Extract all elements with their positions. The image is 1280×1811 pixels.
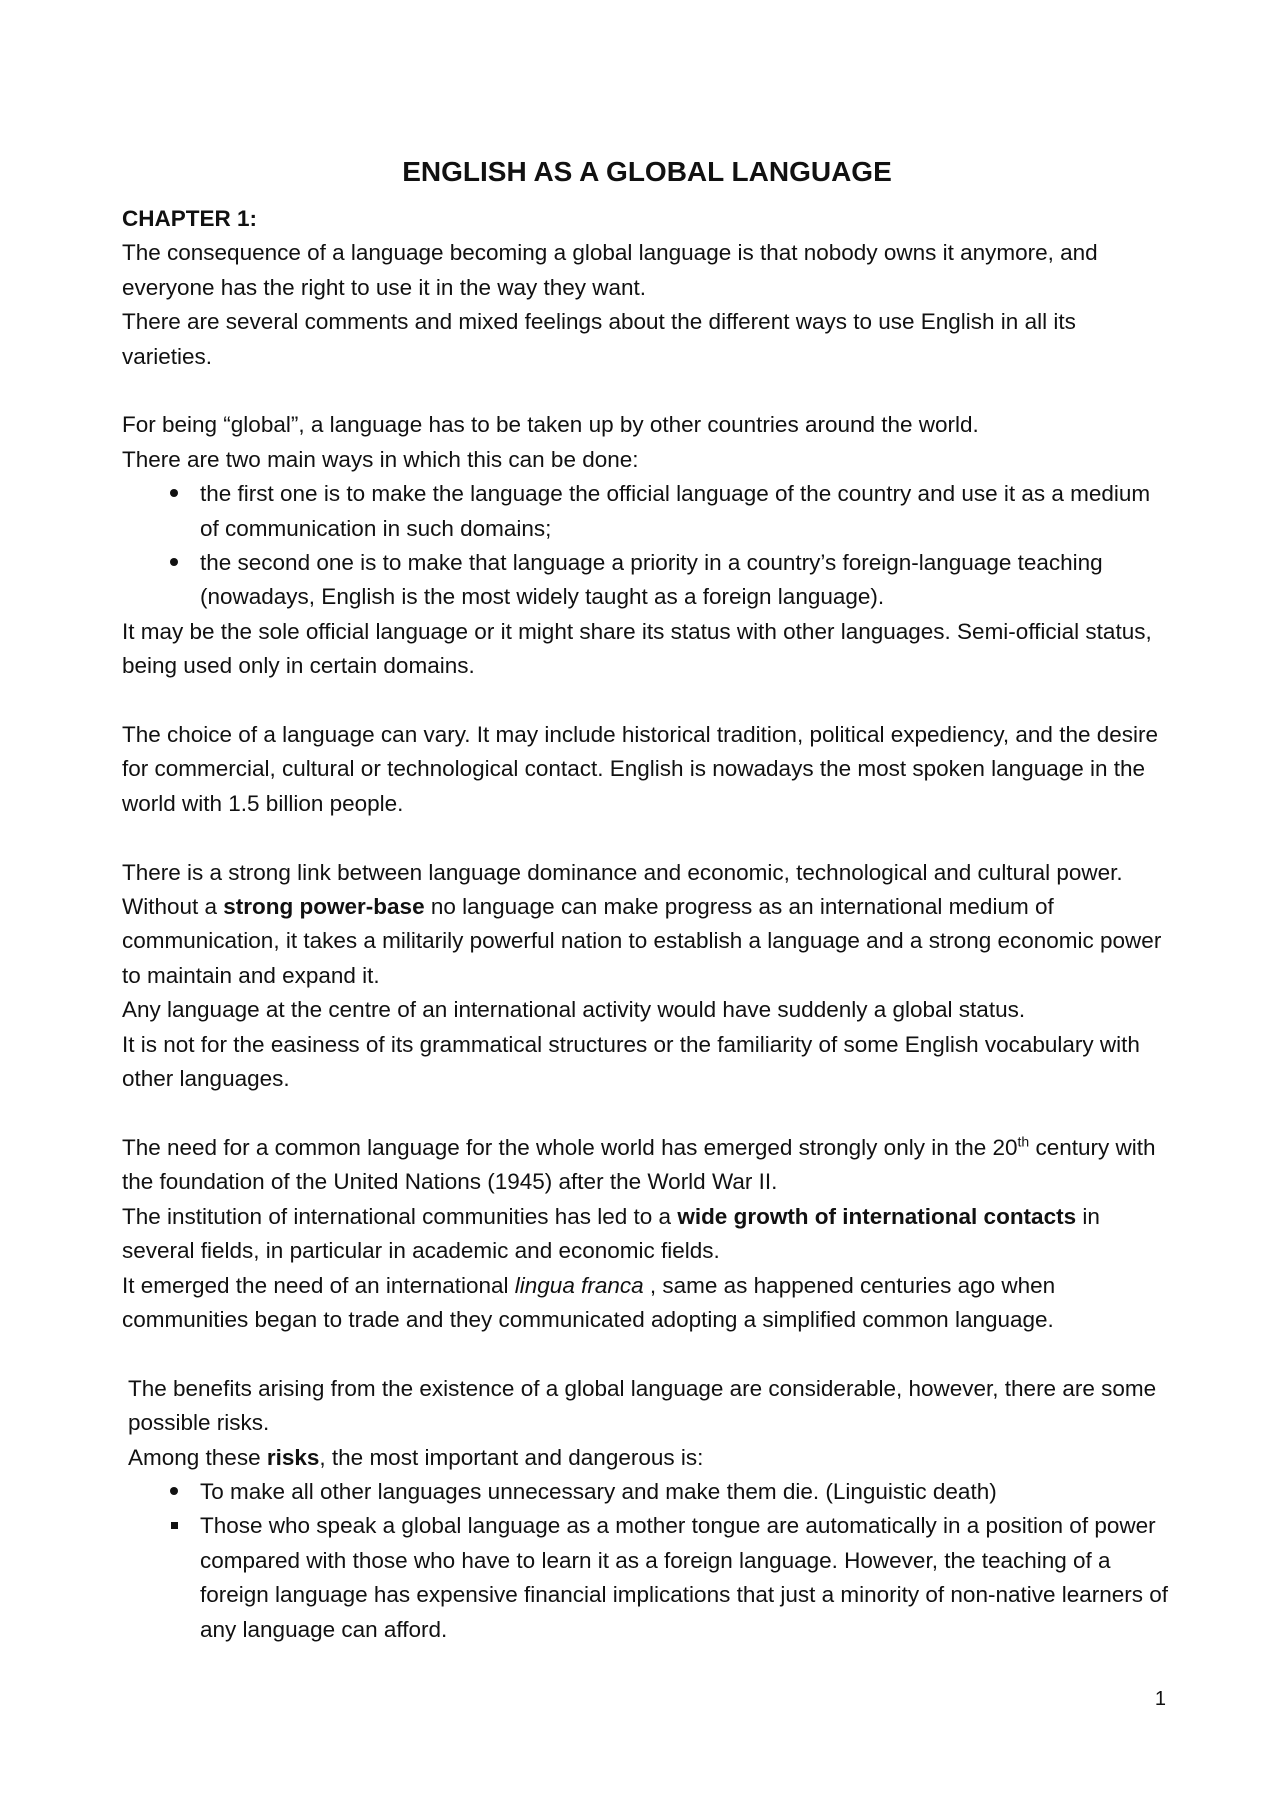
document-title: ENGLISH AS A GLOBAL LANGUAGE	[402, 156, 892, 187]
text-run: It emerged the need of an international	[122, 1272, 515, 1298]
bold-text: wide growth of international contacts	[677, 1203, 1077, 1229]
list-item-text: the first one is to make the language the official language of the country and use it as a medium of communication in such domains;	[200, 481, 1151, 541]
paragraph	[122, 856, 1172, 994]
chapter-heading: CHAPTER 1:	[122, 206, 258, 231]
document-body	[122, 152, 1172, 1647]
list-item-text: To make all other languages unnecessary and make them die. (Linguistic death)	[200, 1478, 997, 1504]
paragraph-spacer	[122, 1337, 1172, 1371]
text-run: , the most important and dangerous is:	[319, 1444, 704, 1470]
text-run: Among these	[128, 1444, 267, 1470]
paragraph: It is not for the easiness of its grammatical structures or the familiarity of some English vocabulary with other languages.	[122, 1031, 1140, 1092]
page-number: 1	[1154, 1688, 1166, 1710]
bullet-dot-icon	[164, 546, 184, 580]
paragraph-spacer	[122, 821, 1172, 855]
text-run: There is a strong link between language dominance and economic, technological and cultural power. Without a	[122, 859, 1123, 920]
paragraph	[122, 1441, 1172, 1475]
text-run: century with the foundation of the United Nations (1945) after the World War II.	[122, 1134, 1156, 1195]
text-run: no language can make progress as an international medium of communication, it takes a militarily powerful nation to establish a language and a strong economic power to maintain and expand it.	[122, 894, 1162, 988]
paragraph: For being “global”, a language has to be taken up by other countries around the world.	[122, 412, 979, 438]
paragraph: The choice of a language can vary. It may include historical tradition, political expediency, and the desire for commercial, cultural or technological contact. English is nowadays the most spoken language in the world with 1.5 billion people.	[122, 722, 1158, 816]
bullet-dot-icon	[164, 477, 184, 511]
text-run: The need for a common language for the whole world has emerged strongly only in the 20	[122, 1134, 1018, 1160]
paragraph-spacer	[122, 374, 1172, 408]
paragraph-spacer	[122, 1097, 1172, 1131]
paragraph	[122, 1269, 1172, 1338]
paragraph: There are two main ways in which this can be done:	[122, 446, 639, 472]
bold-text: risks	[266, 1444, 320, 1470]
paragraph: The consequence of a language becoming a global language is that nobody owns it anymore, and everyone has the right to use it in the way they want.	[122, 240, 1098, 300]
paragraph: The benefits arising from the existence of a global language are considerable, however, there are some possible risks.	[128, 1375, 1157, 1436]
bold-text: strong power-base	[223, 894, 425, 920]
list-item	[122, 1509, 1172, 1647]
list-item	[122, 546, 1172, 615]
text-run: The institution of international communities has led to a	[122, 1203, 678, 1229]
bullet-square-icon	[164, 1509, 184, 1543]
paragraph	[122, 1131, 1172, 1200]
paragraph: There are several comments and mixed feelings about the different ways to use English in all its varieties.	[122, 309, 1076, 369]
bullet-list	[122, 1475, 1172, 1647]
paragraph-spacer	[122, 684, 1172, 718]
superscript: th	[1017, 1133, 1030, 1150]
list-item	[122, 477, 1172, 546]
bullet-dot-icon	[164, 1475, 184, 1509]
list-item	[122, 1475, 1172, 1509]
paragraph	[122, 1200, 1172, 1269]
italic-text: lingua franca	[514, 1272, 644, 1298]
list-item-text: Those who speak a global language as a mother tongue are automatically in a position of power compared with those who have to learn it as a foreign language. However, the teaching of a foreign language has expensive financial implications that just a minority of non-native learners of any language can afford.	[200, 1513, 1169, 1642]
paragraph: Any language at the centre of an international activity would have suddenly a global status.	[122, 997, 1026, 1023]
text-run: in several fields, in particular in academic and economic fields.	[122, 1203, 1100, 1264]
bullet-list	[122, 477, 1172, 615]
text-run: , same as happened centuries ago when communities began to trade and they communicated adopting a simplified common language.	[122, 1272, 1056, 1332]
list-item-text: the second one is to make that language a priority in a country’s foreign-language teaching (nowadays, English is the most widely taught as a foreign language).	[200, 550, 1103, 610]
paragraph: It may be the sole official language or it might share its status with other languages. Semi-official status, being used only in certain domains.	[122, 618, 1152, 679]
